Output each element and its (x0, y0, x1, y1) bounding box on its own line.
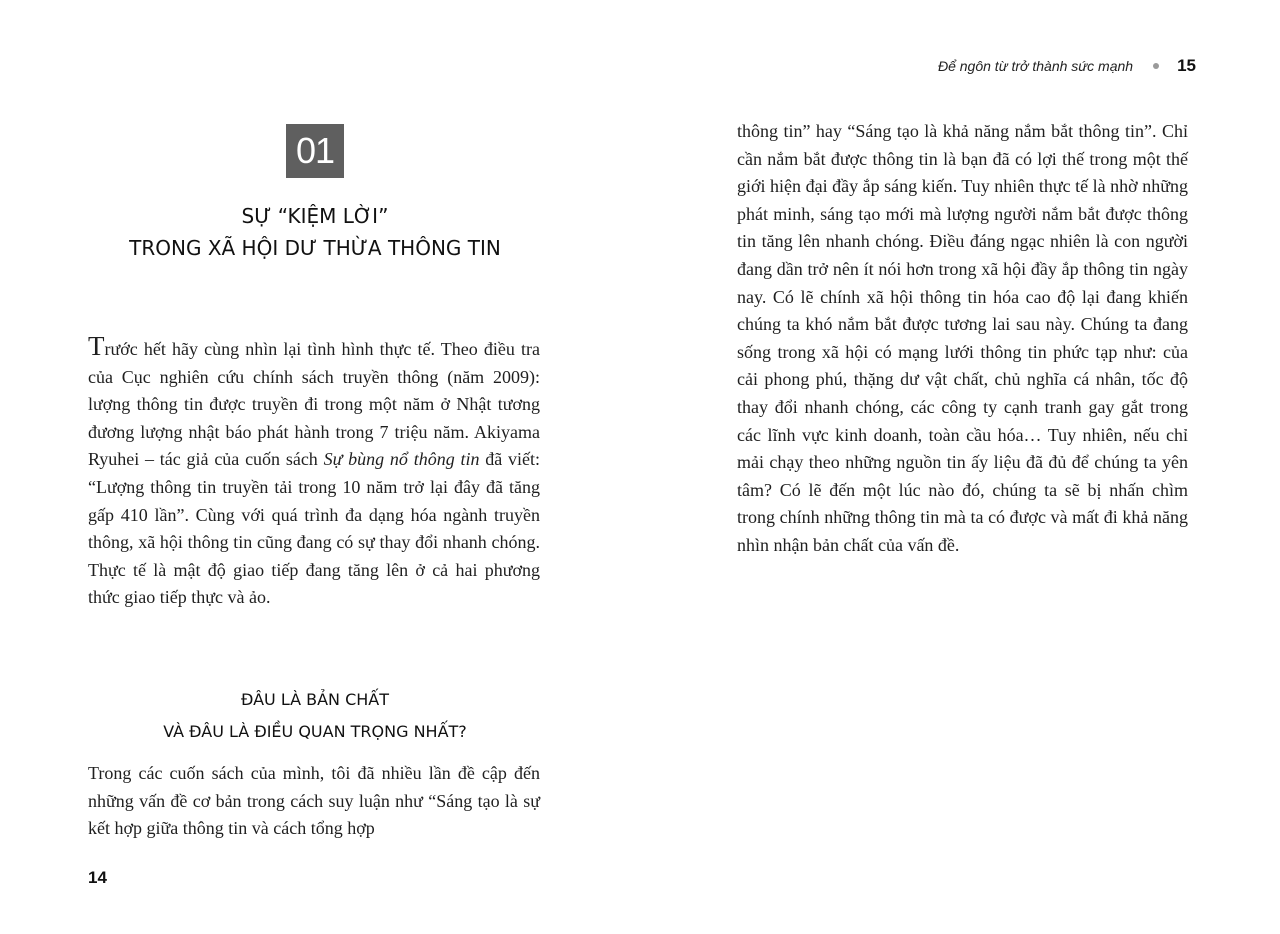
chapter-title-line-1: SỰ “KIỆM LỜI” (241, 204, 389, 228)
drop-cap: T (88, 331, 105, 361)
running-header (860, 56, 1196, 76)
bullet-dot-icon (1153, 63, 1159, 69)
chapter-title (88, 200, 542, 264)
section-paragraph: Trong các cuốn sách của mình, tôi đã nhiều lần đề cập đến những vấn đề cơ bản trong cách suy luận như “Sáng tạo là sự kết hợp giữa thông tin và cách tổng hợp (88, 763, 540, 839)
right-page-number: 15 (1177, 56, 1196, 75)
intro-text-part-2: đã viết: “Lượng thông tin truyền tải trong 10 năm trở lại đây đã tăng gấp 410 lần”. Cùng với quá trình đa dạng hóa ngành truyền thông, xã hội thông tin cũng đang có sự thay đổi nhanh chóng. Thực tế là mật độ giao tiếp đang tăng lên ở cả hai phương thức giao tiếp thực và ảo. (88, 449, 541, 608)
subheading-line-2: VÀ ĐÂU LÀ ĐIỀU QUAN TRỌNG NHẤT? (163, 722, 467, 741)
chapter-number: 01 (286, 124, 344, 178)
intro-paragraph (88, 331, 541, 612)
book-title: Sự bùng nổ thông tin (323, 449, 480, 470)
running-header-title: Để ngôn từ trở thành sức mạnh (937, 58, 1134, 74)
intro-text-part-1: rước hết hãy cùng nhìn lại tình hình thực tế. Theo điều tra của Cục nghiên cứu chính sách truyền thông (năm 2009): lượng thông tin được truyền đi trong một năm ở Nhật tương đương lượng nhật báo phát hành trong 7 triệu năm. Akiyama Ryuhei – tác giả của cuốn sách (88, 339, 540, 470)
section-subheading (88, 684, 542, 748)
subheading-line-1: ĐÂU LÀ BẢN CHẤT (240, 690, 390, 709)
left-page-number: 14 (88, 868, 107, 887)
right-page-paragraph: thông tin” hay “Sáng tạo là khả năng nắm bắt thông tin”. Chỉ cần nắm bắt được thông tin là bạn đã có lợi thế trong một thế giới hiện đại đầy ắp sáng kiến. Tuy nhiên thực tế là nhờ những phát minh, sáng tạo mới mà lượng người nắm bắt được thông tin tăng lên nhanh chóng. Điều đáng ngạc nhiên là con người đang dần trở nên ít nói hơn trong xã hội đầy ắp thông tin ngày nay. Có lẽ chính xã hội thông tin hóa cao độ lại đang khiến chúng ta khó nắm bắt được tương lai sau này. Chúng ta đang sống trong xã hội có mạng lưới thông tin phức tạp như: của cải phong phú, thặng dư vật chất, chủ nghĩa cá nhân, tốc độ thay đổi nhanh chóng, các công ty cạnh tranh gay gắt trong các lĩnh vực kinh doanh, toàn cầu hóa… Tuy nhiên, nếu chỉ mải chạy theo những nguồn tin ấy liệu đã đủ để chúng ta yên tâm? Có lẽ đến một lúc nào đó, chúng ta sẽ bị nhấn chìm trong chính những thông tin mà ta có được và mất đi khả năng nhìn nhận bản chất của vấn đề. (737, 121, 1188, 555)
chapter-title-line-2: TRONG XÃ HỘI DƯ THỪA THÔNG TIN (129, 236, 501, 260)
